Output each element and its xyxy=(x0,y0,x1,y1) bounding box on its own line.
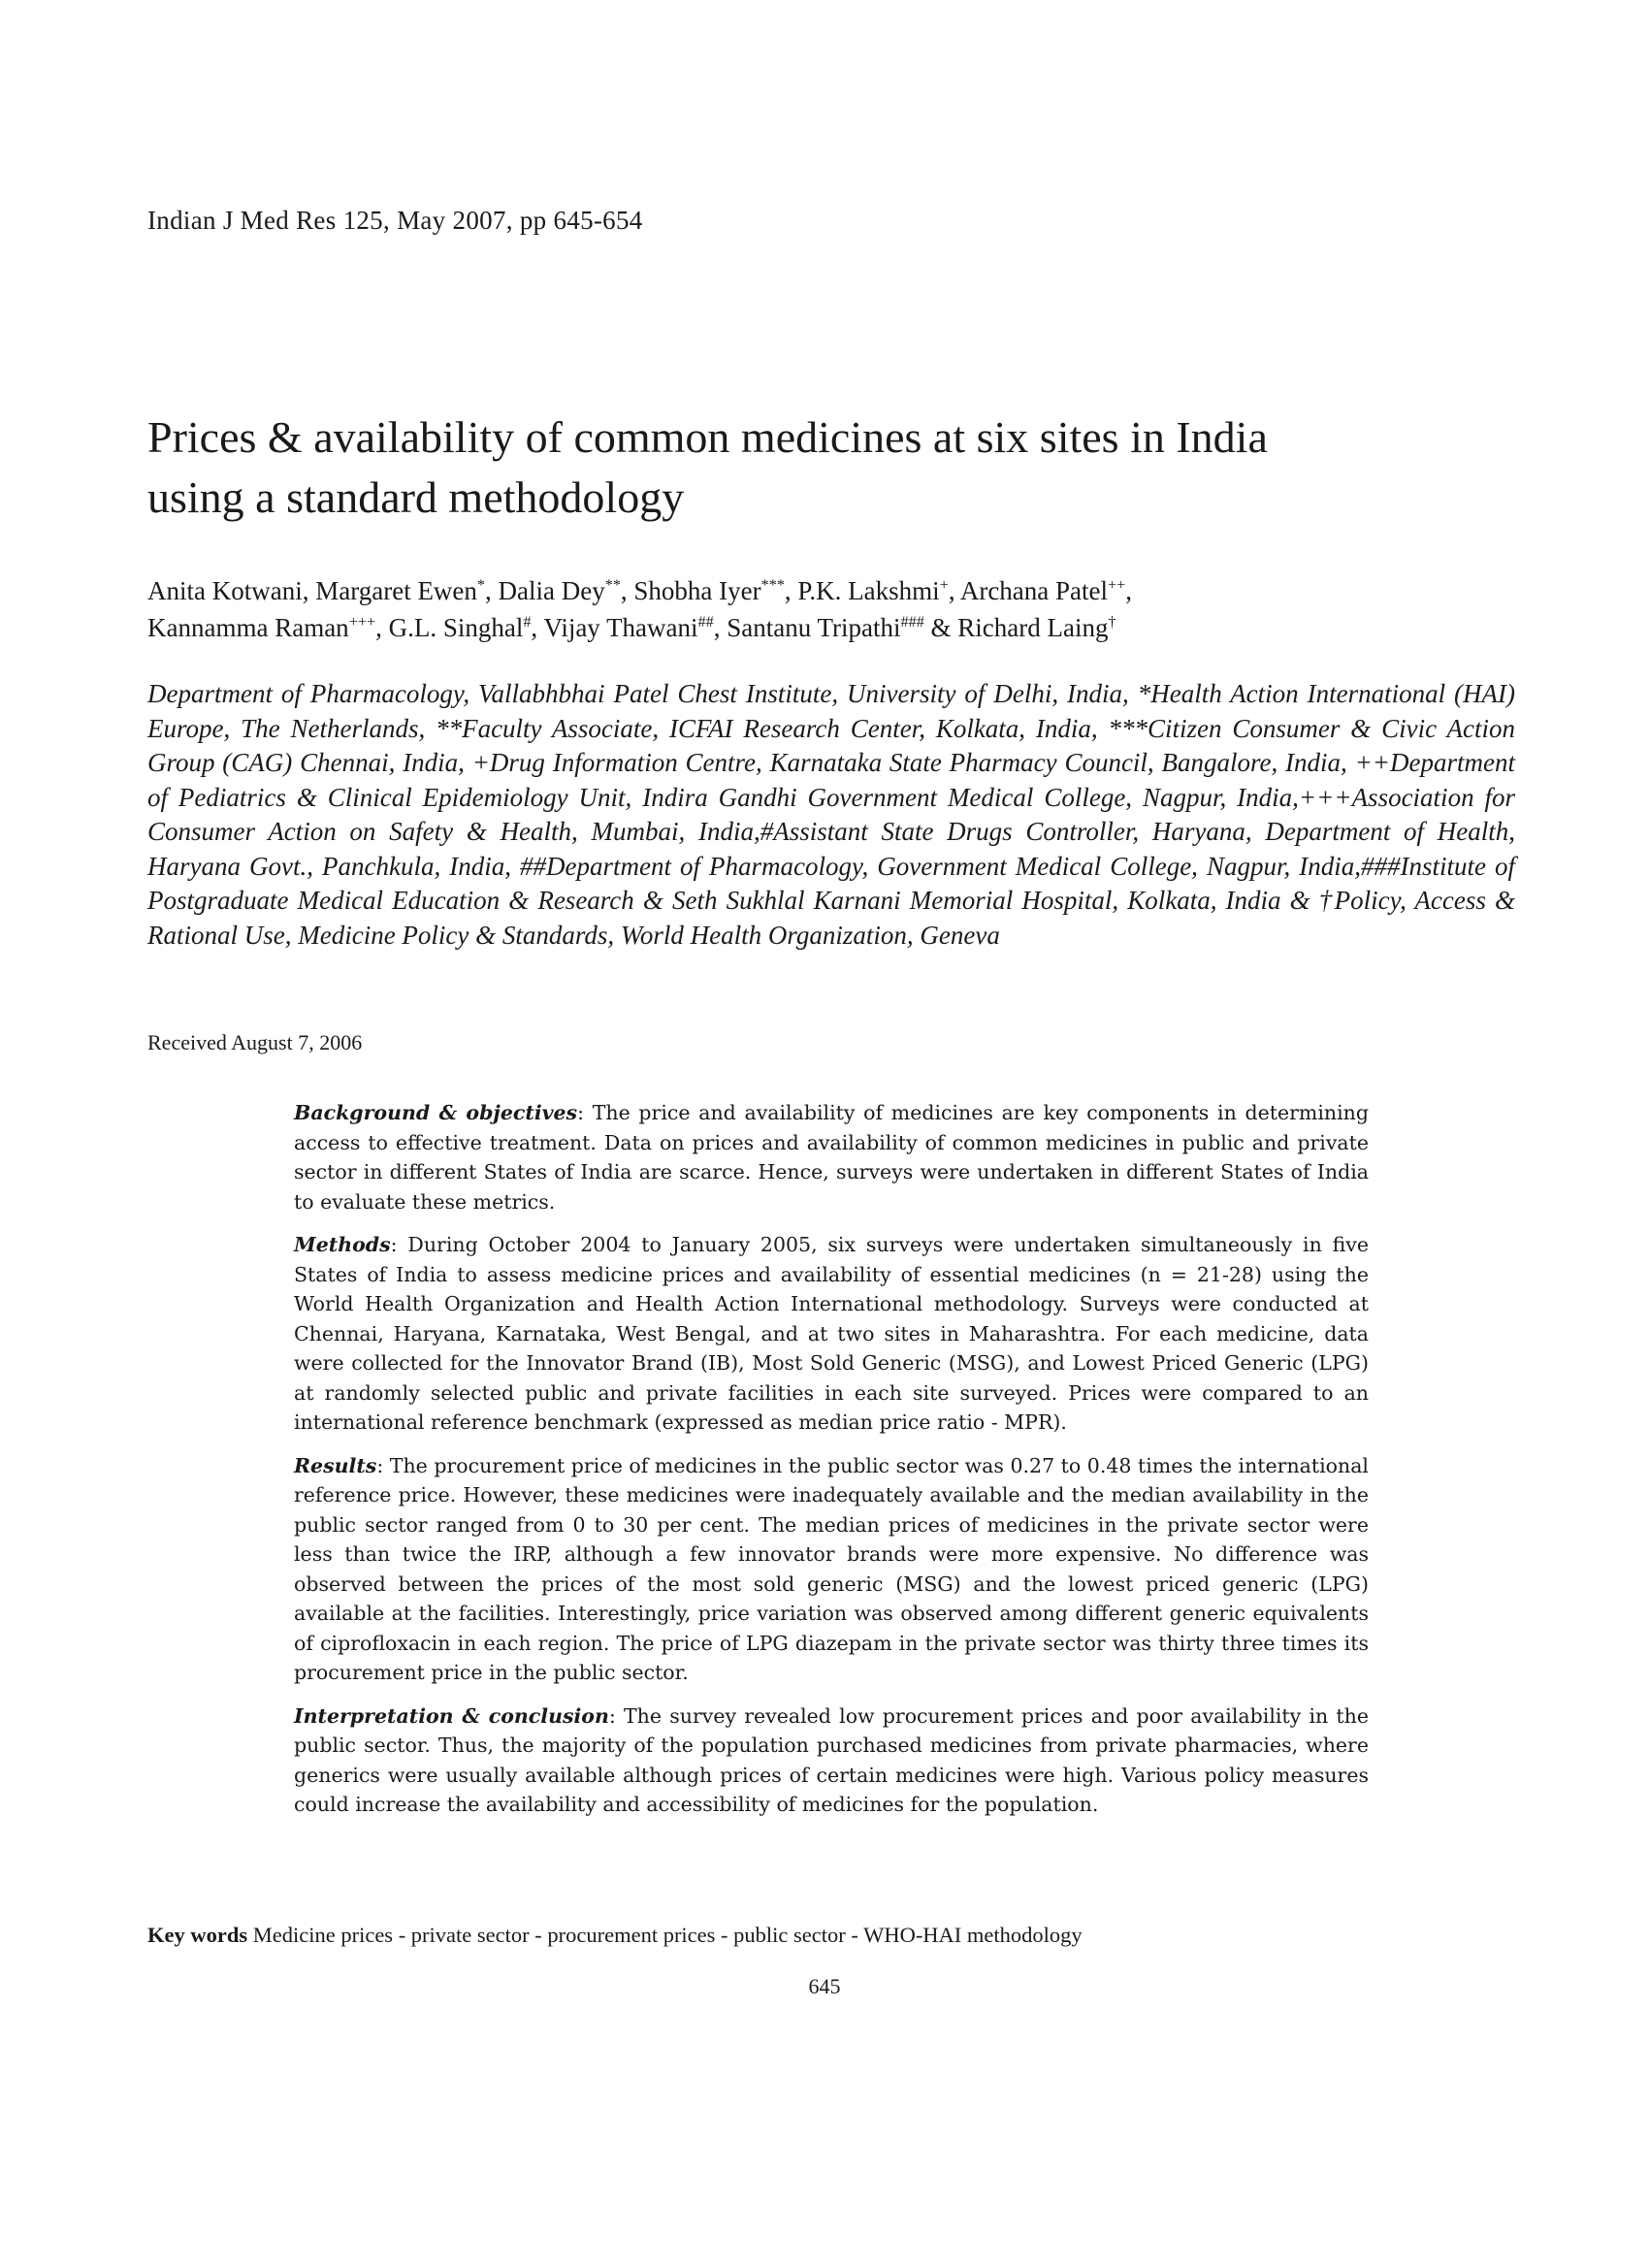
section-heading: Background & objectives xyxy=(294,1101,578,1124)
affiliations: Department of Pharmacology, Vallabhbhai Patel Chest Institute, University of Delhi, India, *Health Action International (HAI) Europe, The Netherlands, **Faculty Associate, ICFAI Research Center, Kolkata, India, ***Citizen Consumer & Civic Action Group (CAG) Chennai, India, +Drug Information Centre, Karnataka State Pharmacy Council, Bangalore, India, ++Department of Pediatrics & Clinical Epidemiology Unit, Indira Gandhi Government Medical College, Nagpur, India,+++Association for Consumer Action on Safety & Health, Mumbai, India,#Assistant State Drugs Controller, Haryana, Department of Health, Haryana Govt., Panchkula, India, ##Department of Pharmacology, Government Medical College, Nagpur, India,###Institute of Postgraduate Medical Education & Research & Seth Sukhlal Karnani Memorial Hospital, Kolkata, India & †Policy, Access & Rational Use, Medicine Policy & Standards, World Health Organization, Geneva xyxy=(147,679,1515,950)
section-text: : The price and availability of medicines are key components in determining access to effective treatment. Data on prices and availability of common medicines in public and private sector in different States of India are scarce. Hence, surveys were undertaken in different States of India to evaluate these metrics. xyxy=(294,1101,1369,1214)
author: G.L. Singhal#, xyxy=(388,613,544,642)
abstract-methods xyxy=(294,1230,1369,1438)
journal-citation: Indian J Med Res 125, May 2007, pp 645-654 xyxy=(147,206,643,235)
abstract-results xyxy=(294,1451,1369,1688)
abstract xyxy=(294,1098,1369,1833)
author: Santanu Tripathi### & xyxy=(727,613,958,642)
author: P.K. Lakshmi+, xyxy=(797,576,960,605)
keywords-label: Key words xyxy=(147,1923,248,1947)
abstract-conclusion xyxy=(294,1701,1369,1820)
author: Archana Patel++, xyxy=(959,576,1133,605)
keywords xyxy=(147,1923,1083,1948)
author: Margaret Ewen*, xyxy=(315,576,499,605)
author: Anita Kotwani, xyxy=(147,576,316,605)
section-heading: Interpretation & conclusion xyxy=(294,1703,609,1728)
author-list xyxy=(147,572,1525,646)
received-date: Received August 7, 2006 xyxy=(147,1030,363,1054)
author: Shobha Iyer***, xyxy=(633,576,798,605)
section-text: : During October 2004 to January 2005, six surveys were undertaken simultaneously in five States of India to assess medicine prices and availability of essential medicines (n = 21-28) using the World Health Organization and Health Action International methodology. Surveys were conducted at Chennai, Haryana, Karnataka, West Bengal, and at two sites in Maharashtra. For each medicine, data were collected for the Innovator Brand (IB), Most Sold Generic (MSG), and Lowest Priced Generic (LPG) at randomly selected public and private facilities in each site surveyed. Prices were compared to an international reference benchmark (expressed as median price ratio - MPR). xyxy=(294,1233,1369,1434)
title-line-2: using a standard methodology xyxy=(147,472,685,522)
page-number: 645 xyxy=(808,1974,841,1998)
keywords-text: Medicine prices - private sector - procurement prices - public sector - WHO-HAI methodology xyxy=(247,1923,1083,1947)
author: Dalia Dey**, xyxy=(498,576,634,605)
section-heading: Results xyxy=(294,1453,377,1477)
author: Richard Laing† xyxy=(957,613,1116,642)
article-title xyxy=(147,407,1525,528)
author: Kannamma Raman+++, xyxy=(147,613,389,642)
section-text: : The survey revealed low procurement prices and poor availability in the public sector. Thus, the majority of the population purchased medicines from private pharmacies, where generics were usually available although prices of certain medicines were high. Various policy measures could increase the availability and accessibility of medicines for the population. xyxy=(294,1703,1370,1816)
section-heading: Methods xyxy=(294,1233,391,1256)
author: Vijay Thawani##, xyxy=(543,613,728,642)
title-line-1: Prices & availability of common medicines at six sites in India xyxy=(147,412,1268,462)
section-text: : The procurement price of medicines in the public sector was 0.27 to 0.48 times the international reference price. However, these medicines were inadequately available and the median availability in the public sector ranged from 0 to 30 per cent. The median prices of medicines in the private sector were less than twice the IRP, although a few innovator brands were more expensive. No difference was observed between the prices of the most sold generic (MSG) and the lowest priced generic (LPG) available at the facilities. Interestingly, price variation was observed among different generic equivalents of ciprofloxacin in each region. The price of LPG diazepam in the private sector was thirty three times its procurement price in the public sector. xyxy=(294,1453,1369,1684)
abstract-background xyxy=(294,1098,1369,1216)
